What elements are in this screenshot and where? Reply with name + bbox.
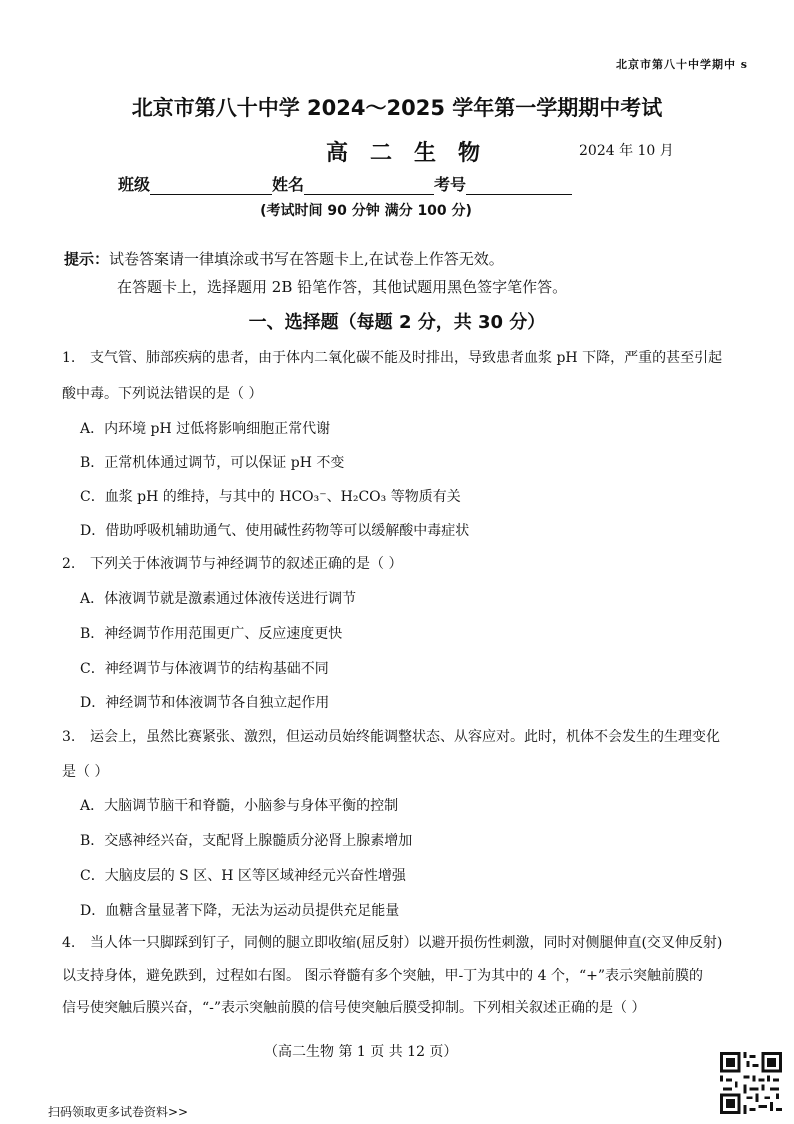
name-blank[interactable] (304, 176, 434, 195)
question-2-option-c: C．神经调节与体液调节的结构基础不同 (80, 661, 329, 677)
question-1-line-2: 酸中毒。下列说法错误的是（ ） (62, 386, 263, 402)
tips-label: 提示： (64, 250, 110, 268)
question-3-number: 3. (62, 729, 76, 745)
question-3-option-d: D．血糖含量显著下降，无法为运动员提供充足能量 (80, 903, 400, 919)
footer-promo-text: 扫码领取更多试卷资料>> (48, 1105, 189, 1119)
tips-text-1: 试卷答案请一律填涂或书写在答题卡上,在试卷上作答无效。 (109, 250, 504, 268)
exam-date: 2024 年 10 月 (579, 143, 674, 159)
question-1-option-a: A．内环境 pH 过低将影响细胞正常代谢 (80, 421, 331, 437)
tips-line-2: 在答题卡上，选择题用 2B 铅笔作答，其他试题用黑色签字笔作答。 (117, 278, 568, 296)
id-blank[interactable] (466, 176, 572, 195)
class-label: 班级 (118, 175, 151, 194)
question-1-option-d: D．借助呼吸机辅助通气、使用碱性药物等可以缓解酸中毒症状 (80, 523, 470, 539)
tips-line-1 (64, 248, 504, 269)
class-blank[interactable] (150, 176, 272, 195)
name-label: 姓名 (272, 175, 305, 194)
id-label: 考号 (434, 175, 467, 194)
header-right-label: 北京市第八十中学期中 s (615, 58, 748, 71)
student-info-line (118, 172, 572, 195)
question-4-line-2: 以支持身体，避免跌到，过程如右图。 图示脊髓有多个突触，甲-丁为其中的 4 个，“+”表示突触前膜的 (62, 968, 704, 984)
question-4-line-3: 信号使突触后膜兴奋，“-”表示突触前膜的信号使突触后膜受抑制。下列相关叙述正确的是（ ） (62, 1000, 646, 1016)
question-2-number: 2. (62, 556, 76, 572)
question-1-number: 1. (62, 350, 76, 366)
section-title: 一、选择题（每题 2 分，共 30 分） (248, 312, 546, 333)
question-3-option-a: A．大脑调节脑干和脊髓，小脑参与身体平衡的控制 (80, 798, 399, 814)
question-1-option-b: B．正常机体通过调节，可以保证 pH 不变 (80, 455, 345, 471)
question-3-line-1: 3. 运会上，虽然比赛紧张、激烈，但运动员始终能调整状态、从容应对。此时，机体不会发生的生理变化 (62, 729, 720, 745)
subject-title: 高二生物 (326, 141, 503, 166)
question-3-option-c: C．大脑皮层的 S 区、H 区等区域神经元兴奋性增强 (80, 868, 406, 884)
question-1-option-c: C．血浆 pH 的维持，与其中的 HCO₃⁻、H₂CO₃ 等物质有关 (80, 489, 461, 505)
question-2-option-a: A．体液调节就是激素通过体液传送进行调节 (80, 591, 357, 607)
question-3-option-b: B．交感神经兴奋，支配肾上腺髓质分泌肾上腺素增加 (80, 833, 413, 849)
time-info: (考试时间 90 分钟 满分 100 分) (260, 203, 472, 219)
question-4-number: 4. (62, 935, 76, 951)
question-1-line-1: 1. 支气管、肺部疾病的患者，由于体内二氧化碳不能及时排出，导致患者血浆 pH 下降，严重的甚至引起 (62, 350, 723, 366)
question-2-line-1: 2. 下列关于体液调节与神经调节的叙述正确的是（ ） (62, 556, 403, 572)
question-2-option-d: D．神经调节和体液调节各自独立起作用 (80, 695, 330, 711)
page-footer: （高二生物 第 1 页 共 12 页） (264, 1044, 458, 1060)
exam-title: 北京市第八十中学 2024～2025 学年第一学期期中考试 (131, 96, 663, 120)
question-3-line-2: 是（ ） (62, 764, 109, 780)
question-4-line-1: 4. 当人体一只脚踩到钉子，同侧的腿立即收缩(屈反射）以避开损伤性刺激，同时对侧腿伸直(交叉伸反射) (62, 935, 723, 951)
question-2-option-b: B．神经调节作用范围更广、反应速度更快 (80, 626, 343, 642)
qr-code-icon[interactable] (720, 1052, 782, 1114)
